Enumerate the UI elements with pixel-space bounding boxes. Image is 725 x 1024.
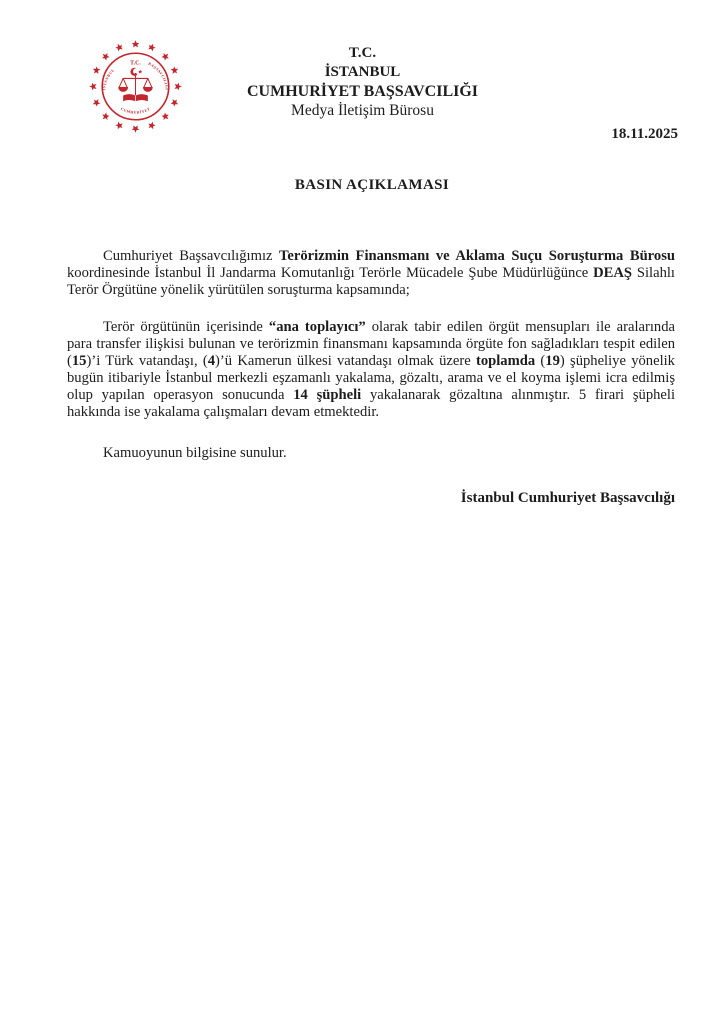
letterhead (0, 44, 725, 120)
letterhead-tc: T.C. (348, 45, 377, 61)
paragraph-operation-details: Terör örgütünün içerisinde “ana toplayıcı” olarak tabir edilen örgüt mensupları ile aralarında para transfer ilişkisi bulunan ve terörizmin finansmanı kapsamında örgüte fon sağladıkları tespit edilen (15)’i Türk vatandaşı, (4)’ü Kamerun ülkesi vatandaşı olmak üzere toplamda (19) şüpheliye yönelik bugün itibariyle İstanbul merkezli eşzamanlı yakalama, gözaltı, arama ve el koyma işlemi icra edilmiş olup yapılan operasyon sonucunda 14 şüpheli yakalanarak gözaltına alınmıştır. 5 firari şüpheli hakkında ise yakalama çalışmaları devam etmektedir. (67, 319, 675, 420)
seal-ring-text-bottom: CUMHURİYET (119, 106, 152, 115)
signature: İstanbul Cumhuriyet Başsavcılığı (460, 490, 675, 506)
letterhead-office: CUMHURİYET BAŞSAVCILIĞI (246, 83, 479, 100)
letterhead-bureau: Medya İletişim Bürosu (291, 102, 434, 119)
document-date: 18.11.2025 (611, 126, 678, 142)
seal-ring-text-left: İSTANBUL (102, 67, 116, 91)
paragraph-investigation-context: Cumhuriyet Başsavcılığımız Terörizmin Finansmanı ve Aklama Suçu Soruşturma Bürosu koordinesinde İstanbul İl Jandarma Komutanlığı Terörle Mücadele Şube Müdürlüğünce DEAŞ Silahlı Terör Örgütüne yönelik yürütülen soruşturma kapsamında; (67, 248, 675, 298)
document-title: BASIN AÇIKLAMASI (294, 177, 450, 193)
seal-tc-label: T.C. (130, 60, 141, 67)
letterhead-city: İSTANBUL (324, 64, 401, 80)
document-body (67, 248, 675, 507)
closing-statement: Kamuoyunun bilgisine sunulur. (103, 445, 287, 461)
seal-ring-text-right: BAŞSAVCILIĞI (147, 61, 169, 91)
